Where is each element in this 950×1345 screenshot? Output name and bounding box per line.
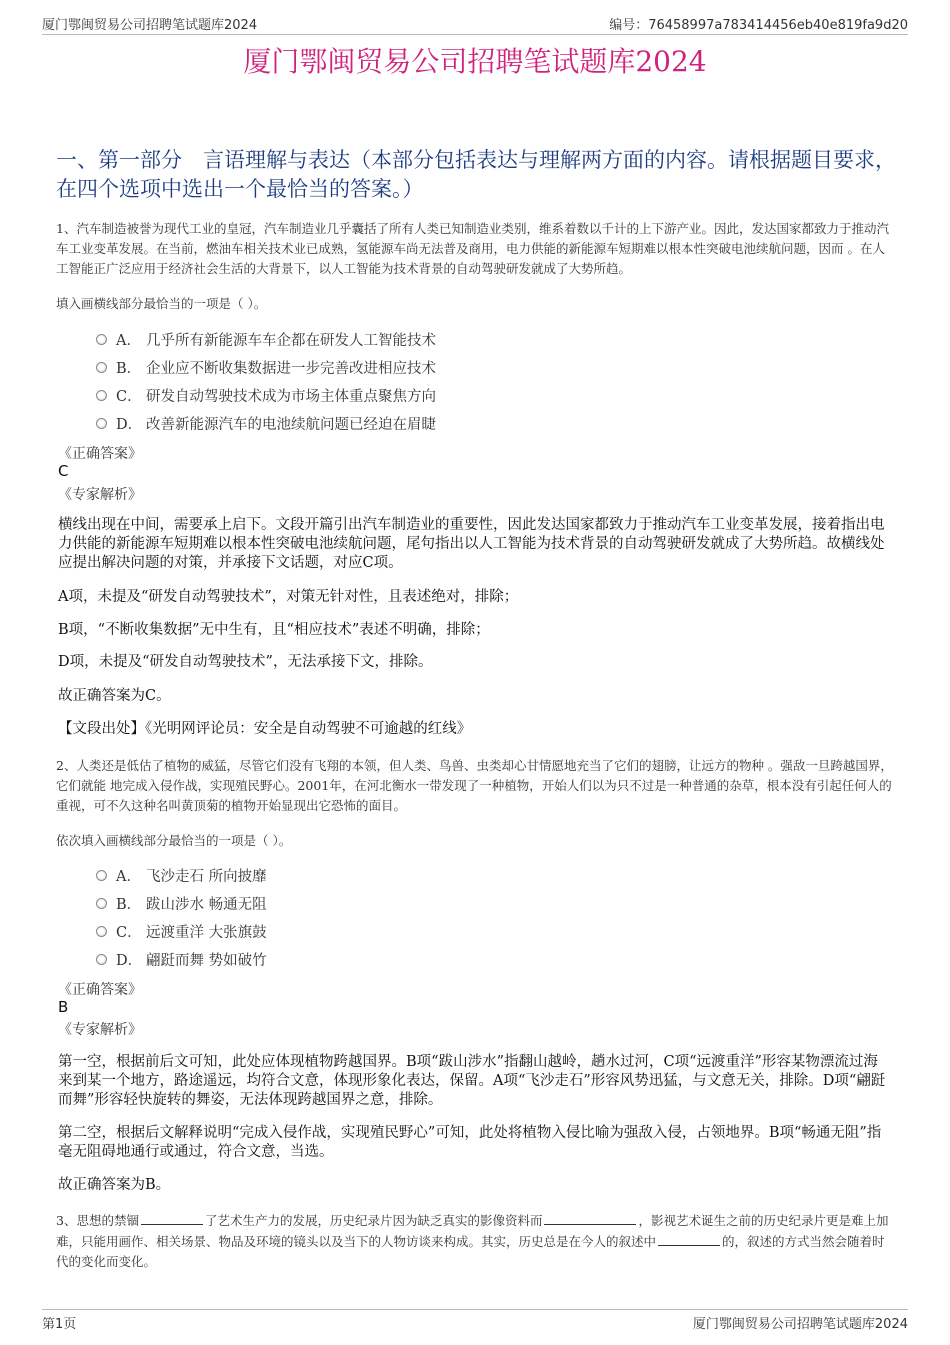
option-text: 几乎所有新能源车车企都在研发人工智能技术 xyxy=(146,332,436,349)
q2-answer-label: 《正确答案》 xyxy=(58,982,142,998)
option-text: 翩跹而舞 势如破竹 xyxy=(146,952,267,969)
page-title: 厦门鄂闽贸易公司招聘笔试题库2024 xyxy=(243,45,707,78)
q2-analysis-label: 《专家解析》 xyxy=(58,1022,142,1038)
q2-analysis-conclusion: 故正确答案为B。 xyxy=(58,1177,171,1193)
option-letter: D． xyxy=(116,952,143,969)
footer-doc-title: 厦门鄂闽贸易公司招聘笔试题库2024 xyxy=(692,1317,908,1332)
option-text: 改善新能源汽车的电池续航问题已经迫在眉睫 xyxy=(146,416,436,433)
q1-stem: 1、汽车制造被誉为现代工业的皇冠，汽车制造业几乎囊括了所有人类已知制造业类别，维系着数以千计的上下游产业。因此，发达国家都致力于推动汽车工业变革发展。在当前，燃油车相关技术业已成熟，氢能源车尚无法普及商用，电力供能的新能源车短期难以根本性突破电池续航问题，因而 。在人工智能正广泛应用于经济社会生活的大背景下，以人工智能为技术背景的自动驾驶研发就成了大势所趋。 xyxy=(56,221,889,276)
option-letter: A． xyxy=(116,868,141,885)
q1-answer: C xyxy=(58,462,69,480)
option-letter: C． xyxy=(116,388,142,405)
q1-analysis-para: B项，“不断收集数据”无中生有，且“相应技术”表述不明确，排除； xyxy=(58,622,490,638)
option-letter: C． xyxy=(116,924,142,941)
radio-icon[interactable] xyxy=(96,362,107,373)
q1-option-b[interactable] xyxy=(96,356,436,378)
q2-prompt: 依次填入画横线部分最恰当的一项是（ ）。 xyxy=(56,833,292,848)
option-text: 企业应不断收集数据进一步完善改进相应技术 xyxy=(146,360,436,377)
option-text: 跋山涉水 畅通无阻 xyxy=(146,896,267,913)
fill-blank[interactable] xyxy=(658,1231,720,1246)
q2-option-b[interactable] xyxy=(96,892,267,914)
option-text: 远渡重洋 大张旗鼓 xyxy=(146,924,267,941)
q1-analysis-para: A项，未提及“研发自动驾驶技术”，对策无针对性，且表述绝对，排除； xyxy=(58,589,519,605)
q1-prompt: 填入画横线部分最恰当的一项是（ ）。 xyxy=(56,296,267,311)
q1-option-c[interactable] xyxy=(96,384,436,406)
q3-stem xyxy=(56,1210,896,1272)
header-doc-id: 编号：76458997a783414456eb40e819fa9d20 xyxy=(609,18,908,33)
q2-option-d[interactable] xyxy=(96,948,267,970)
option-letter: A． xyxy=(116,332,141,349)
q1-option-d[interactable] xyxy=(96,412,436,434)
option-letter: B． xyxy=(116,360,142,377)
fill-blank[interactable] xyxy=(544,1210,636,1225)
q2-stem: 2、人类还是低估了植物的威猛，尽管它们没有飞翔的本领，但人类、鸟兽、虫类却心甘情愿地充当了它们的翅膀，让远方的物种 。强敌一旦跨越国界，它们就能 地完成入侵作战，实现殖民野心。2001年，在河北衡水一带发现了一种植物，开始人们以为只不过是一种普通的杂草，根本没有引起任何人的重视，可不久这种名叫黄顶菊的植物开始显现出它恐怖的面目。 xyxy=(56,758,893,813)
radio-icon[interactable] xyxy=(96,926,107,937)
page-number: 第1页 xyxy=(42,1317,77,1332)
q1-analysis-label: 《专家解析》 xyxy=(58,487,142,503)
option-letter: B． xyxy=(116,896,142,913)
header-doc-title: 厦门鄂闽贸易公司招聘笔试题库2024 xyxy=(42,18,258,33)
radio-icon[interactable] xyxy=(96,334,107,345)
option-text: 飞沙走石 所向披靡 xyxy=(146,868,267,885)
q3-stem-part: 3、思想的禁锢 xyxy=(56,1213,139,1228)
radio-icon[interactable] xyxy=(96,870,107,881)
header-divider xyxy=(42,34,908,35)
q1-analysis-para: 横线出现在中间，需要承上启下。文段开篇引出汽车制造业的重要性，因此发达国家都致力于推动汽车工业变革发展，接着指出电力供能的新能源车短期难以根本性突破电池续航问题，尾句指出以人工智能为技术背景的自动驾驶研发就成了大势所趋。故横线处应提出解决问题的对策，并承接下文话题，对应C项。 xyxy=(58,517,885,571)
q1-option-a[interactable] xyxy=(96,328,436,350)
q1-answer-label: 《正确答案》 xyxy=(58,446,142,462)
radio-icon[interactable] xyxy=(96,418,107,429)
q1-analysis-conclusion: 故正确答案为C。 xyxy=(58,688,171,704)
q1-analysis-para: D项，未提及“研发自动驾驶技术”，无法承接下文，排除。 xyxy=(58,654,433,670)
radio-icon[interactable] xyxy=(96,390,107,401)
footer-divider xyxy=(42,1309,908,1310)
fill-blank[interactable] xyxy=(141,1210,203,1225)
radio-icon[interactable] xyxy=(96,898,107,909)
q2-analysis-para: 第二空，根据后文解释说明“完成入侵作战，实现殖民野心”可知，此处将植物入侵比喻为强敌入侵，占领地界。B项“畅通无阻”指毫无阻碍地通行或通过，符合文意，当选。 xyxy=(58,1125,882,1160)
section-heading: 一、第一部分 言语理解与表达（本部分包括表达与理解两方面的内容。请根据题目要求，在四个选项中选出一个最恰当的答案。） xyxy=(56,148,896,201)
q1-source: 【文段出处】《光明网评论员：安全是自动驾驶不可逾越的红线》 xyxy=(58,721,472,737)
option-letter: D． xyxy=(116,416,143,433)
q3-stem-part: ，影视艺术诞生之前的历史纪录片更是难上加难，只能用画作、相关场景、物品及环境的镜头以及当下的人物访谈来构成。其实，历史总是在今人的叙述中 xyxy=(56,1213,889,1249)
q3-stem-part: 了艺术生产力的发展，历史纪录片因为缺乏真实的影像资料而 xyxy=(204,1213,543,1228)
option-text: 研发自动驾驶技术成为市场主体重点聚焦方向 xyxy=(146,388,436,405)
q2-option-c[interactable] xyxy=(96,920,267,942)
radio-icon[interactable] xyxy=(96,954,107,965)
q3-stem-part: 的，叙述的方式当然会随着时代的变化而变化。 xyxy=(56,1234,885,1269)
q2-analysis-para: 第一空，根据前后文可知，此处应体现植物跨越国界。B项“跋山涉水”指翻山越岭，趟水过河，C项“远渡重洋”形容某物漂流过海来到某一个地方，路途遥远，均符合文意，体现形象化表达，保留。A项“飞沙走石”形容风势迅猛，与文意无关，排除。D项“翩跹而舞”形容轻快旋转的舞姿，无法体现跨越国界之意，排除。 xyxy=(58,1054,886,1108)
q2-option-a[interactable] xyxy=(96,864,267,886)
q2-answer: B xyxy=(58,998,69,1016)
